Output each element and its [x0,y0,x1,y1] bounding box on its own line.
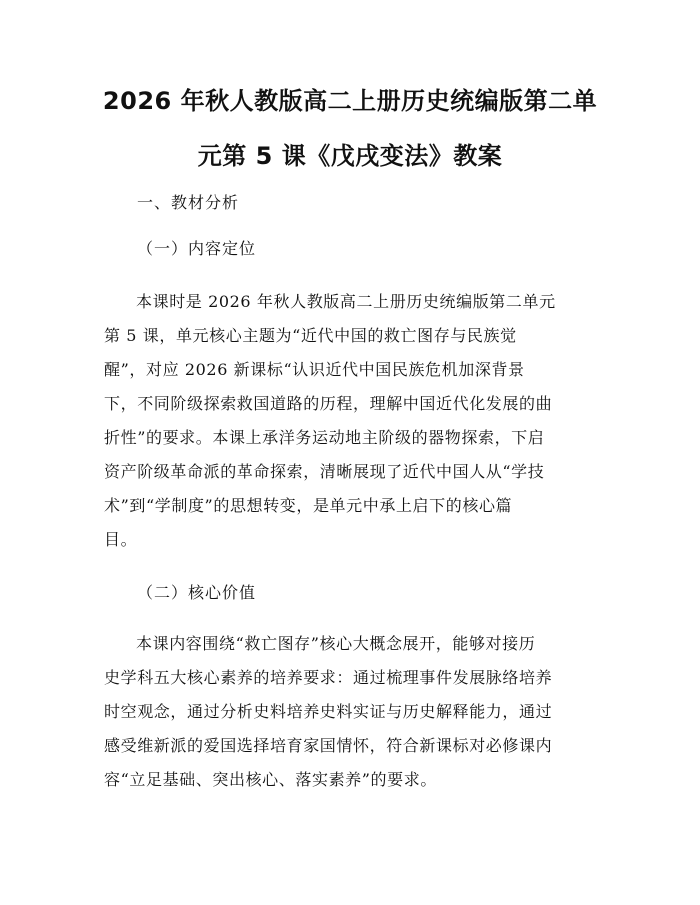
section-heading-teaching-material-analysis: 一、教材分析 [137,193,240,212]
paragraph-line: 下，不同阶级探索救国道路的历程，理解中国近代化发展的曲 [104,394,553,413]
paragraph-line: 本课内容围绕“救亡图存”核心大概念展开，能够对接历 [136,634,536,653]
paragraph-line: 时空观念，通过分析史料培养史料实证与历史解释能力，通过 [104,702,553,721]
paragraph-line: 本课时是 2026 年秋人教版高二上册历史统编版第二单元 [136,292,556,311]
paragraph-line: 醒”，对应 2026 新课标“认识近代中国民族危机加深背景 [104,360,525,379]
subsection-heading-content-positioning: （一）内容定位 [137,239,257,258]
paragraph-line: 资产阶级革命派的革命探索，清晰展现了近代中国人从“学技 [104,462,545,481]
paragraph-core-value [104,627,604,797]
paragraph-line: 感受维新派的爱国选择培育家国情怀，符合新课标对必修课内 [104,736,553,755]
paragraph-line: 容“立足基础、突出核心、落实素养”的要求。 [104,770,437,789]
document-title-line-1: 2026 年秋人教版高二上册历史统编版第二单 [102,87,598,115]
paragraph-line: 第 5 课，单元核心主题为“近代中国的救亡图存与民族觉 [104,326,517,345]
paragraph-line: 目。 [104,530,138,549]
paragraph-line: 史学科五大核心素养的培养要求：通过梳理事件发展脉络培养 [104,668,553,687]
document-title-line-2: 元第 5 课《戊戌变法》教案 [197,142,503,170]
paragraph-content-positioning [104,285,604,557]
paragraph-line: 折性”的要求。本课上承洋务运动地主阶级的器物探索，下启 [104,428,545,447]
paragraph-line: 术”到“学制度”的思想转变，是单元中承上启下的核心篇 [104,496,513,515]
subsection-heading-core-value: （二）核心价值 [137,583,257,602]
